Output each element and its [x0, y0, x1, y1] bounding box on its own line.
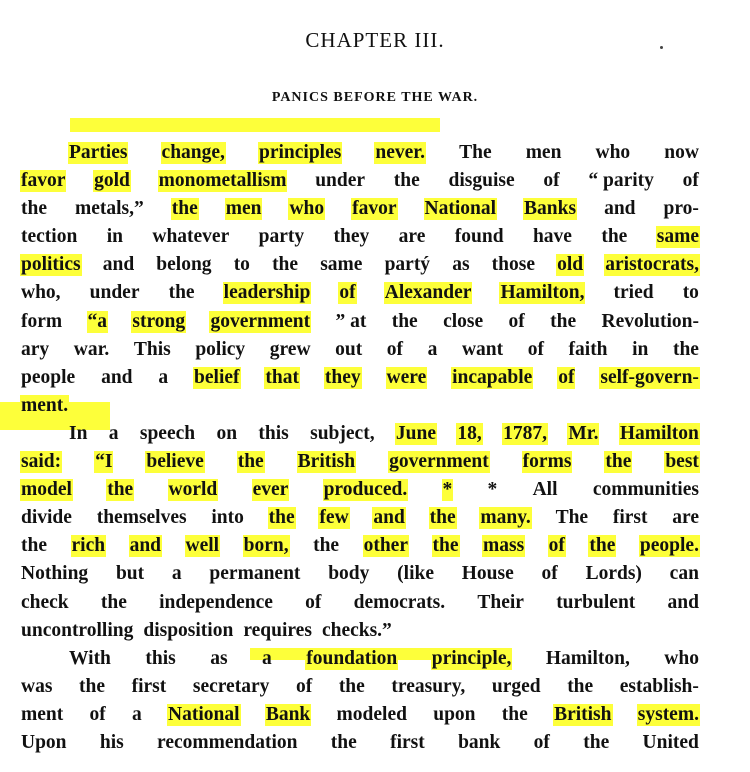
ink-speck [660, 46, 663, 49]
word: The [555, 507, 589, 529]
word: ment [21, 703, 64, 725]
word: policy [195, 338, 246, 360]
highlighted-word: incapable [452, 366, 533, 388]
word: now [664, 142, 699, 163]
word: of [682, 170, 699, 192]
highlighted-word: government [389, 451, 489, 473]
highlighted-word: of [558, 366, 575, 388]
chapter-title: CHAPTER III. [305, 28, 445, 52]
highlighted-word: and [373, 507, 405, 529]
word: democrats. [353, 591, 446, 613]
word: his [99, 731, 124, 753]
highlighted-word: Mr. [568, 422, 599, 444]
word: tection [21, 226, 78, 248]
text-line [20, 311, 700, 339]
word: first [390, 731, 425, 753]
word: modeled [336, 703, 407, 725]
highlighted-word: many. [480, 507, 531, 529]
highlighted-word: said: [21, 451, 62, 473]
word: to [682, 282, 699, 304]
word: This [133, 338, 171, 360]
word: in [632, 338, 649, 360]
word: of [305, 591, 322, 613]
highlighted-word: foundation [306, 647, 398, 669]
highlighted-word: ever [252, 479, 289, 501]
highlighted-word: were [386, 366, 427, 388]
highlighted-word: ment. [21, 394, 69, 416]
text-line [20, 648, 700, 676]
word: recommendation [157, 731, 298, 753]
word: this [258, 422, 289, 444]
text-line [20, 479, 700, 507]
word: of [508, 310, 525, 332]
word: * [487, 479, 498, 501]
word: the [168, 282, 195, 304]
word: metals,” [74, 198, 144, 220]
word: upon [433, 703, 476, 725]
word: in [106, 226, 123, 248]
text-line [20, 535, 700, 563]
word: permanent [209, 563, 301, 585]
text-line [20, 592, 700, 620]
word: as [452, 254, 470, 276]
body-text [20, 142, 700, 760]
highlighted-word: produced. [323, 479, 408, 501]
word: want [461, 338, 504, 360]
highlighted-word: few [319, 507, 349, 529]
word: establish- [619, 675, 699, 697]
highlighted-word: self-govern- [600, 366, 699, 388]
word: found [454, 226, 504, 248]
word: and [604, 198, 636, 220]
highlighted-word: same [656, 226, 699, 248]
word: a [427, 338, 438, 360]
word: can [669, 563, 699, 585]
word: the [313, 535, 340, 557]
word: the [672, 338, 699, 360]
word: under [89, 282, 140, 304]
word: ary [21, 338, 50, 360]
highlighted-word: * [442, 479, 453, 501]
text-line [20, 170, 700, 198]
word: who [595, 142, 631, 163]
highlighted-word: the [268, 507, 295, 529]
highlighted-word: monometallism [158, 170, 287, 192]
word: whatever [152, 226, 230, 248]
word: the [583, 731, 610, 753]
word: The [459, 142, 492, 163]
word: they [333, 226, 370, 248]
highlighted-word: believe [146, 451, 204, 473]
text-line [20, 732, 700, 760]
text-line [20, 704, 700, 732]
word: the [391, 310, 418, 332]
highlighted-word: and [129, 535, 162, 557]
word: “ parity [588, 170, 654, 192]
word: into [211, 507, 244, 529]
highlighted-word: change, [161, 142, 225, 163]
word: Lords) [585, 563, 642, 585]
highlighted-word: they [324, 366, 361, 388]
highlighted-word: “I [95, 451, 113, 473]
highlighted-word: system. [637, 703, 699, 725]
word: subject, [310, 422, 375, 444]
text-line [20, 254, 700, 282]
word: requires [243, 619, 312, 641]
word: men [525, 142, 562, 163]
word: ” at [335, 310, 367, 332]
highlighted-word: Banks [524, 198, 577, 220]
word: the [21, 535, 47, 557]
word: House [461, 563, 514, 585]
word: who [664, 647, 699, 669]
word: faith [568, 338, 608, 360]
highlighted-word: who [289, 198, 325, 220]
text-line [20, 507, 700, 535]
word: on [216, 422, 238, 444]
word: Hamilton, [545, 647, 630, 669]
word: first [612, 507, 648, 529]
text-line [20, 198, 700, 226]
highlighted-word: never. [375, 142, 426, 163]
text-line [20, 395, 700, 423]
word: the [100, 591, 127, 613]
word: and [667, 591, 699, 613]
text-line [20, 367, 700, 395]
word: same [320, 254, 363, 276]
word: uncontrolling [21, 619, 134, 641]
word: All [532, 479, 558, 501]
word: themselves [96, 507, 187, 529]
highlighted-word: mass [483, 535, 525, 557]
text-line [20, 451, 700, 479]
highlighted-word: strong [132, 310, 186, 332]
highlighted-word: 1787, [503, 422, 547, 444]
word: check [21, 591, 69, 613]
word: first [131, 675, 167, 697]
word: treasury, [391, 675, 466, 697]
text-line [20, 423, 700, 451]
text-line [20, 339, 700, 367]
word: this [145, 647, 176, 669]
word: of [89, 703, 106, 725]
word: urged [491, 675, 541, 697]
highlighted-word: British [554, 703, 612, 725]
word: grew [269, 338, 311, 360]
word: under [315, 170, 366, 192]
word: tried [613, 282, 654, 304]
highlighted-word: Bank [265, 703, 311, 725]
highlighted-word: “a [87, 310, 108, 332]
highlighted-word: aristocrats, [605, 254, 699, 276]
highlighted-word: that [265, 366, 300, 388]
word: a [262, 647, 272, 669]
word: Their [477, 591, 524, 613]
highlighted-word: National [168, 703, 240, 725]
word: independence [159, 591, 273, 613]
word: was [21, 675, 53, 697]
word: party [258, 226, 305, 248]
word: the [601, 226, 628, 248]
highlighted-word: British [297, 451, 356, 473]
word: who, [21, 282, 61, 304]
word: In [69, 422, 88, 444]
highlight-stroke [70, 118, 440, 132]
word: communities [592, 479, 699, 501]
highlighted-word: men [225, 198, 262, 220]
highlighted-word: well [185, 535, 220, 557]
highlighted-word: leadership [223, 282, 311, 304]
highlighted-word: the [237, 451, 264, 473]
word: divide [21, 507, 72, 529]
word: but [115, 563, 145, 585]
word: a [132, 703, 142, 725]
highlighted-word: the [589, 535, 616, 557]
highlighted-word: belief [194, 366, 240, 388]
highlighted-word: politics [21, 254, 81, 276]
word: bank [458, 731, 501, 753]
word: checks.” [321, 619, 392, 641]
word: as [210, 647, 228, 669]
word: body [328, 563, 370, 585]
highlighted-word: gold [94, 170, 130, 192]
word: close [443, 310, 484, 332]
highlighted-word: Parties [69, 142, 128, 163]
word: (like [397, 563, 434, 585]
text-line [20, 142, 700, 170]
word: secretary [192, 675, 270, 697]
highlighted-word: favor [352, 198, 397, 220]
text-line [20, 282, 700, 310]
word: Revolution- [601, 310, 699, 332]
word: the [272, 254, 299, 276]
highlighted-word: people. [639, 535, 699, 557]
word: and [101, 366, 133, 388]
highlighted-word: of [339, 282, 356, 304]
highlighted-word: world [168, 479, 218, 501]
word: the [567, 675, 594, 697]
word: partý [384, 254, 431, 276]
word: and [102, 254, 135, 276]
word: turbulent [556, 591, 636, 613]
word: of [295, 675, 313, 697]
highlighted-word: Hamilton, [500, 282, 585, 304]
word: pro- [663, 198, 699, 220]
word: the [501, 703, 528, 725]
word: With [69, 647, 111, 669]
highlighted-word: principle, [431, 647, 512, 669]
word: of [541, 563, 558, 585]
highlighted-word: the [107, 479, 134, 501]
highlighted-word: Alexander [384, 282, 472, 304]
highlighted-word: other [363, 535, 408, 557]
word: disposition [143, 619, 234, 641]
word: of [527, 338, 544, 360]
word: the [393, 170, 420, 192]
word: of [533, 731, 550, 753]
word: war. [73, 338, 110, 360]
highlighted-word: the [429, 507, 456, 529]
word: a [171, 563, 182, 585]
word: of [386, 338, 404, 360]
highlighted-word: the [432, 535, 459, 557]
highlighted-word: the [605, 451, 632, 473]
word: people [21, 366, 76, 388]
highlighted-word: born, [243, 535, 289, 557]
word: have [532, 226, 572, 248]
word: to [233, 254, 250, 276]
word: the [21, 198, 47, 220]
highlighted-word: the [171, 198, 198, 220]
word: the [550, 310, 577, 332]
word: form [21, 310, 63, 332]
word: the [79, 675, 106, 697]
word: Upon [21, 731, 67, 753]
word: the [338, 675, 365, 697]
highlighted-word: of [548, 535, 565, 557]
word: speech [139, 422, 196, 444]
word: out [335, 338, 363, 360]
word: are [398, 226, 426, 248]
word: belong [156, 254, 212, 276]
word: of [543, 170, 560, 192]
word: disguise [448, 170, 515, 192]
word: United [642, 731, 699, 753]
highlighted-word: rich [71, 535, 106, 557]
word: are [672, 507, 699, 529]
highlighted-word: old [557, 254, 584, 276]
word: the [330, 731, 357, 753]
text-line [20, 676, 700, 704]
word: a [158, 366, 169, 388]
highlighted-word: government [210, 310, 311, 332]
text-line [20, 226, 700, 254]
highlighted-word: favor [21, 170, 66, 192]
text-line [20, 620, 700, 648]
highlighted-word: June [395, 422, 437, 444]
word: Nothing [21, 563, 89, 585]
text-line [20, 563, 700, 591]
highlighted-word: National [424, 198, 497, 220]
highlighted-word: best [665, 451, 699, 473]
highlighted-word: forms [522, 451, 572, 473]
highlighted-word: principles [258, 142, 342, 163]
section-title: PANICS BEFORE THE WAR. [271, 90, 479, 105]
highlighted-word: Hamilton [619, 422, 699, 444]
highlighted-word: model [21, 479, 72, 501]
word: a [108, 422, 119, 444]
word: those [491, 254, 535, 276]
highlighted-word: 18, [457, 422, 482, 444]
